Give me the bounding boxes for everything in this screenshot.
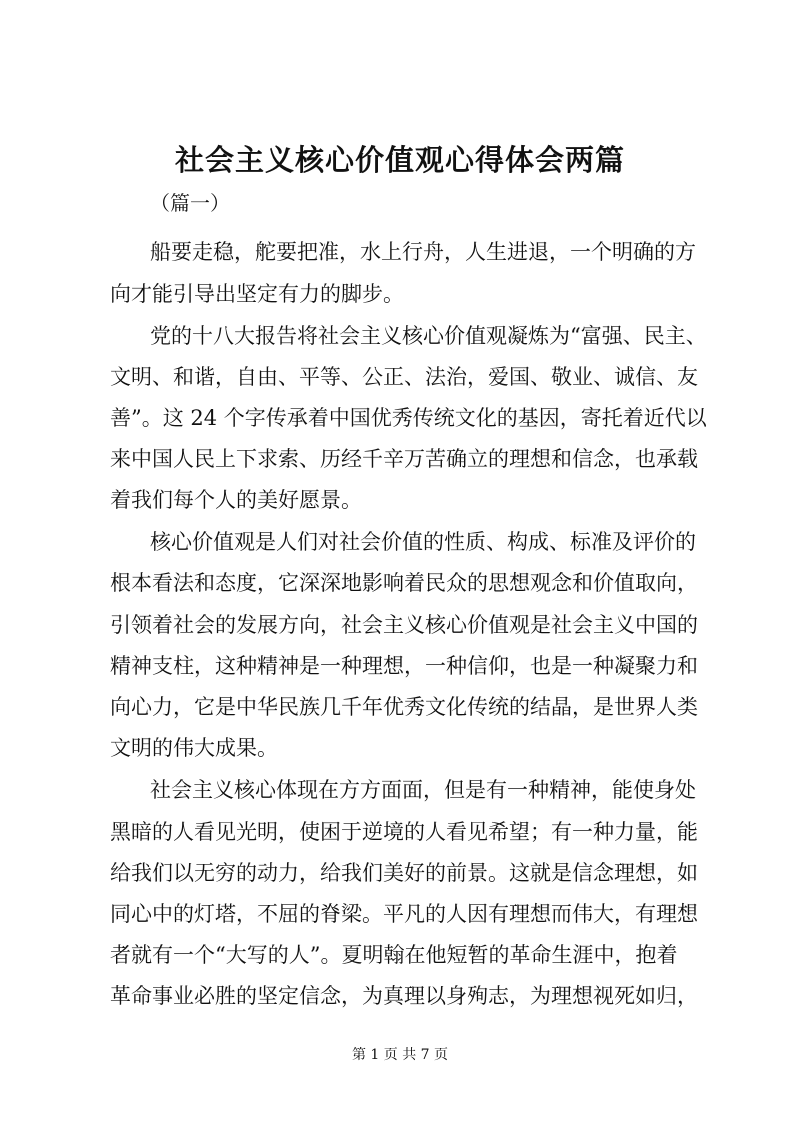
- document-title: 社会主义核心价值观心得体会两篇: [174, 143, 625, 177]
- section-label: （篇一）: [150, 191, 230, 215]
- text-line: 精神支柱，这种精神是一种理想，一种信仰，也是一种凝聚力和: [110, 654, 698, 678]
- text-line: 核心价值观是人们对社会价值的性质、构成、标准及评价的: [150, 530, 696, 554]
- text-line: 社会主义核心体现在方方面面，但是有一种精神，能使身处: [150, 778, 696, 802]
- text-line: 向才能引导出坚定有力的脚步。: [110, 282, 404, 306]
- text-line: 革命事业必胜的坚定信念，为真理以身殉志，为理想视死如归，: [110, 984, 698, 1008]
- text-line: 党的十八大报告将社会主义核心价值观凝炼为“富强、民主、: [150, 324, 707, 348]
- text-line: 文明的伟大成果。: [110, 736, 278, 760]
- text-line: 文明、和谐，自由、平等、公正、法治，爱国、敬业、诚信、友: [110, 365, 698, 389]
- text-line: 向心力，它是中华民族几千年优秀文化传统的结晶，是世界人类: [110, 695, 698, 719]
- text-line: 船要走稳，舵要把准，水上行舟，人生进退，一个明确的方: [150, 240, 696, 264]
- text-line: 引领着社会的发展方向，社会主义核心价值观是社会主义中国的: [110, 613, 698, 637]
- text-line: 着我们每个人的美好愿景。: [110, 488, 362, 512]
- text-line: 黑暗的人看见光明，使困于逆境的人看见希望；有一种力量，能: [110, 820, 698, 844]
- text-line: 来中国人民上下求索、历经千辛万苦确立的理想和信念，也承载: [110, 447, 698, 471]
- text-line: 根本看法和态度，它深深地影响着民众的思想观念和价值取向，: [110, 571, 698, 595]
- text-line: 者就有一个“大写的人”。夏明翰在他短暂的革命生涯中，抱着: [110, 943, 678, 967]
- text-line: 同心中的灯塔，不屈的脊梁。平凡的人因有理想而伟大，有理想: [110, 902, 698, 926]
- text-line: 善”。这 24 个字传承着中国优秀传统文化的基因，寄托着近代以: [110, 406, 707, 430]
- text-line: 给我们以无穷的动力，给我们美好的前景。这就是信念理想，如: [110, 861, 698, 885]
- page-footer: 第 1 页 共 7 页: [351, 1047, 449, 1063]
